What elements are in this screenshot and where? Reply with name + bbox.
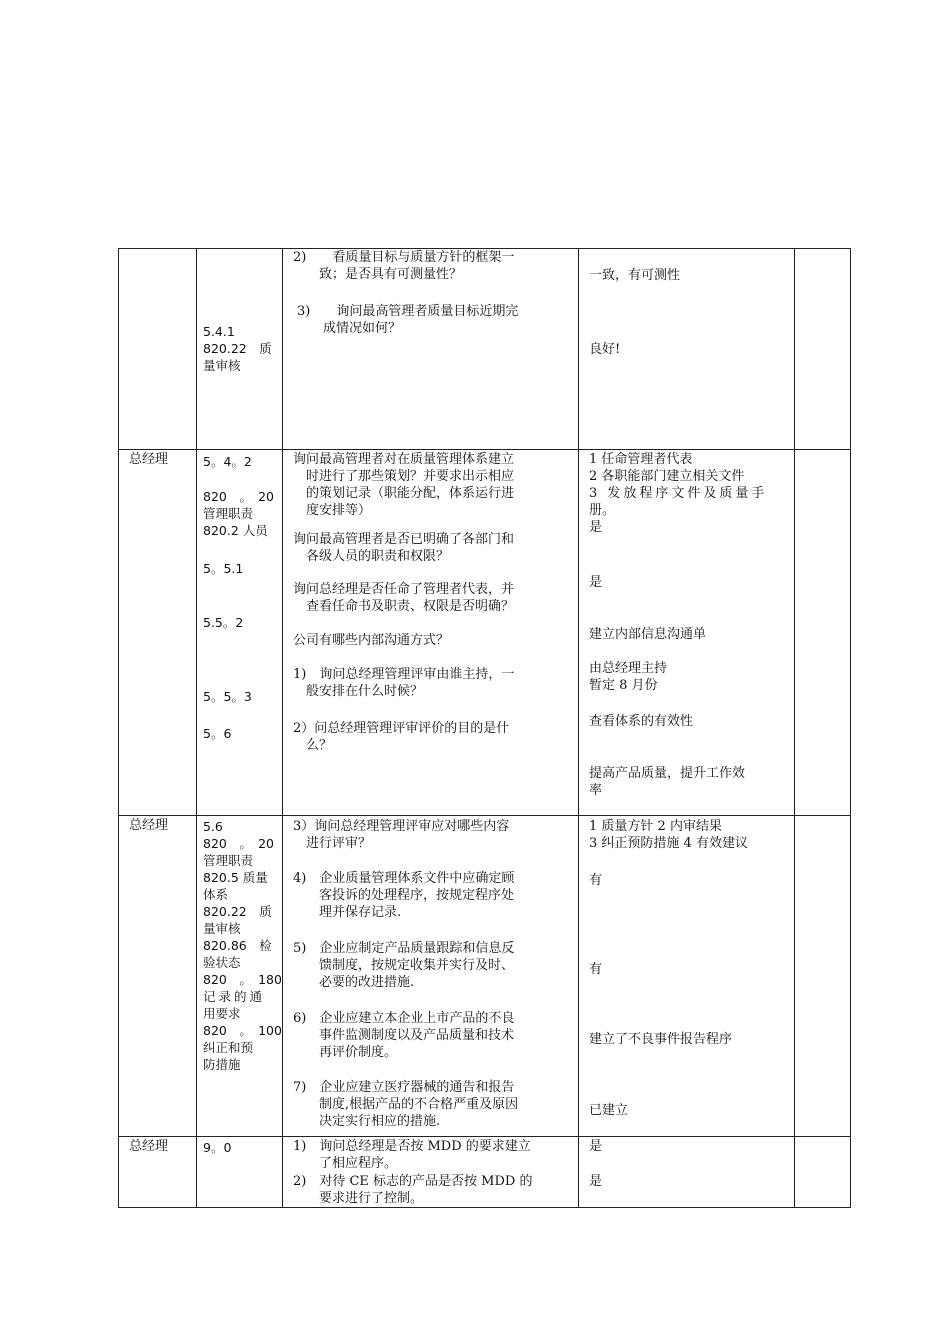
question-line: 时进行了那些策划？并要求出示相应 [293,469,515,484]
result-line: 册。 [589,503,616,518]
question-line: 7) 企业应建立医疗器械的通告和报告 [293,1080,515,1095]
audit-checklist-table [118,248,851,1208]
result-line: 暂定 8 月份 [589,678,658,693]
clause-line: 5。5。3 [203,689,252,704]
remark-cell [795,1137,851,1208]
question-line: 询问总经理是否任命了管理者代表，并 [293,582,515,597]
result-line: 是 [589,575,603,590]
question-line: 公司有哪些内部沟通方式？ [293,633,450,648]
result-line: 有 [589,962,603,977]
question-line: 般安排在什么时候？ [293,684,424,699]
role-label: 总经理 [129,452,169,467]
question-line: 2) 看质量目标与质量方针的框架一 [293,250,515,265]
clause-line: 820 。 20 [203,489,275,504]
result-line: 建立了不良事件报告程序 [589,1032,733,1047]
result-cell [579,450,795,816]
question-cell [283,450,579,816]
result-line: 查看体系的有效性 [589,714,694,729]
question-line: 3）询问总经理管理评审应对哪些内容 [293,819,510,834]
table-row [119,1137,851,1208]
result-line: 1 质量方针 2 内审结果 [589,819,722,834]
question-line: 5) 企业应制定产品质量跟踪和信息反 [293,941,515,956]
clause-line: 纠正和预 [203,1040,254,1055]
result-line: 建立内部信息沟通单 [589,627,707,642]
question-line: 要求进行了控制。 [293,1191,424,1206]
clause-line: 记录的通 [203,989,266,1004]
clause-line: 820 。 20 [203,836,275,851]
clause-line: 820.2 人员 [203,523,268,538]
result-cell [579,816,795,1137]
role-label: 总经理 [129,1139,169,1154]
question-line: 必要的改进措施. [293,975,415,990]
question-line: 各级人员的职责和权限？ [293,549,450,564]
question-line: 进行评审？ [293,836,372,851]
question-line: 致；是否具有可测量性？ [293,267,463,282]
remark-cell [795,450,851,816]
question-cell [283,1137,579,1208]
question-line: 客投诉的处理程序，按规定程序处 [293,888,515,903]
clause-line: 5。5.1 [203,561,244,576]
remark-cell [795,249,851,450]
role-cell [119,1137,197,1208]
role-cell [119,249,197,450]
result-line: 2 各职能部门建立相关文件 [589,469,745,484]
question-line: 理并保存记录. [293,905,402,920]
result-line: 是 [589,1174,603,1189]
clause-line: 820 。 180 [203,972,282,987]
clause-line: 820 。 100 [203,1023,282,1038]
question-line: 馈制度，按规定收集并实行及时、 [293,958,515,973]
question-line: 的策划记录（职能分配，体系运行进 [293,486,515,501]
clause-cell [197,249,283,450]
result-line: 已建立 [589,1103,629,1118]
result-cell [579,1137,795,1208]
clause-cell [197,816,283,1137]
result-line: 是 [589,1139,603,1154]
clause-line: 量审核 [203,921,241,936]
question-line: 查看任命书及职责、权限是否明确？ [293,599,515,614]
question-line: 询问最高管理者是否已明确了各部门和 [293,532,515,547]
clause-line: 管理职责 [203,506,254,521]
role-cell [119,816,197,1137]
result-line: 良好! [589,342,621,357]
question-line: 4) 企业质量管理体系文件中应确定顾 [293,871,515,886]
clause-line: 5.4.1 [203,324,235,339]
result-line: 一致，有可测性 [589,268,681,283]
result-line: 提高产品质量，提升工作效 [589,766,746,781]
result-line: 率 [589,783,603,798]
clause-line: 5.5。2 [203,615,244,630]
question-line: 事件监测制度以及产品质量和技术 [293,1028,515,1043]
clause-line: 5。4。2 [203,454,252,469]
clause-line: 防措施 [203,1057,241,1072]
clause-line: 量审核 [203,358,241,373]
result-line: 由总经理主持 [589,661,668,676]
table-row [119,249,851,450]
clause-line: 820.86 检 [203,938,272,953]
question-line: 制度,根据产品的不合格严重及原因 [293,1097,519,1112]
clause-line: 5。6 [203,726,232,741]
clause-cell [197,450,283,816]
question-cell [283,249,579,450]
result-line: 有 [589,873,603,888]
question-line: 了相应程序。 [293,1156,398,1171]
result-line: 1 任命管理者代表 [589,452,693,467]
clause-line: 用要求 [203,1006,241,1021]
clause-cell [197,1137,283,1208]
question-line: 度安排等） [293,503,372,518]
role-label: 总经理 [129,818,169,833]
question-line: 2）问总经理管理评审评价的目的是什 [293,721,510,736]
question-line: 1) 询问总经理管理评审由谁主持，一 [293,667,515,682]
question-line: 么？ [293,738,333,753]
question-line: 成情况如何？ [297,321,402,336]
question-line: 再评价制度。 [293,1045,398,1060]
clause-line: 5.6 [203,819,223,834]
clause-line: 820.22 质 [203,904,272,919]
clause-line: 验状态 [203,955,241,970]
clause-line: 9。0 [203,1140,232,1155]
question-line: 决定实行相应的措施. [293,1114,441,1129]
question-line: 2) 对待 CE 标志的产品是否按 MDD 的 [293,1174,533,1189]
question-line: 询问最高管理者对在质量管理体系建立 [293,452,515,467]
result-cell [579,249,795,450]
role-cell [119,450,197,816]
question-line: 6) 企业应建立本企业上市产品的不良 [293,1011,515,1026]
result-line: 是 [589,520,603,535]
result-line: 3 发放程序文件及质量手 [589,486,768,501]
clause-line: 管理职责 [203,853,254,868]
question-line: 3) 询问最高管理者质量目标近期完 [297,304,519,319]
question-line: 1) 询问总经理是否按 MDD 的要求建立 [293,1139,531,1154]
clause-line: 体系 [203,887,229,902]
remark-cell [795,816,851,1137]
clause-line: 820.5 质量 [203,870,268,885]
result-line: 3 纠正预防措施 4 有效建议 [589,836,748,851]
table-row [119,816,851,1137]
table-row [119,450,851,816]
clause-line: 820.22 质 [203,341,272,356]
question-cell [283,816,579,1137]
